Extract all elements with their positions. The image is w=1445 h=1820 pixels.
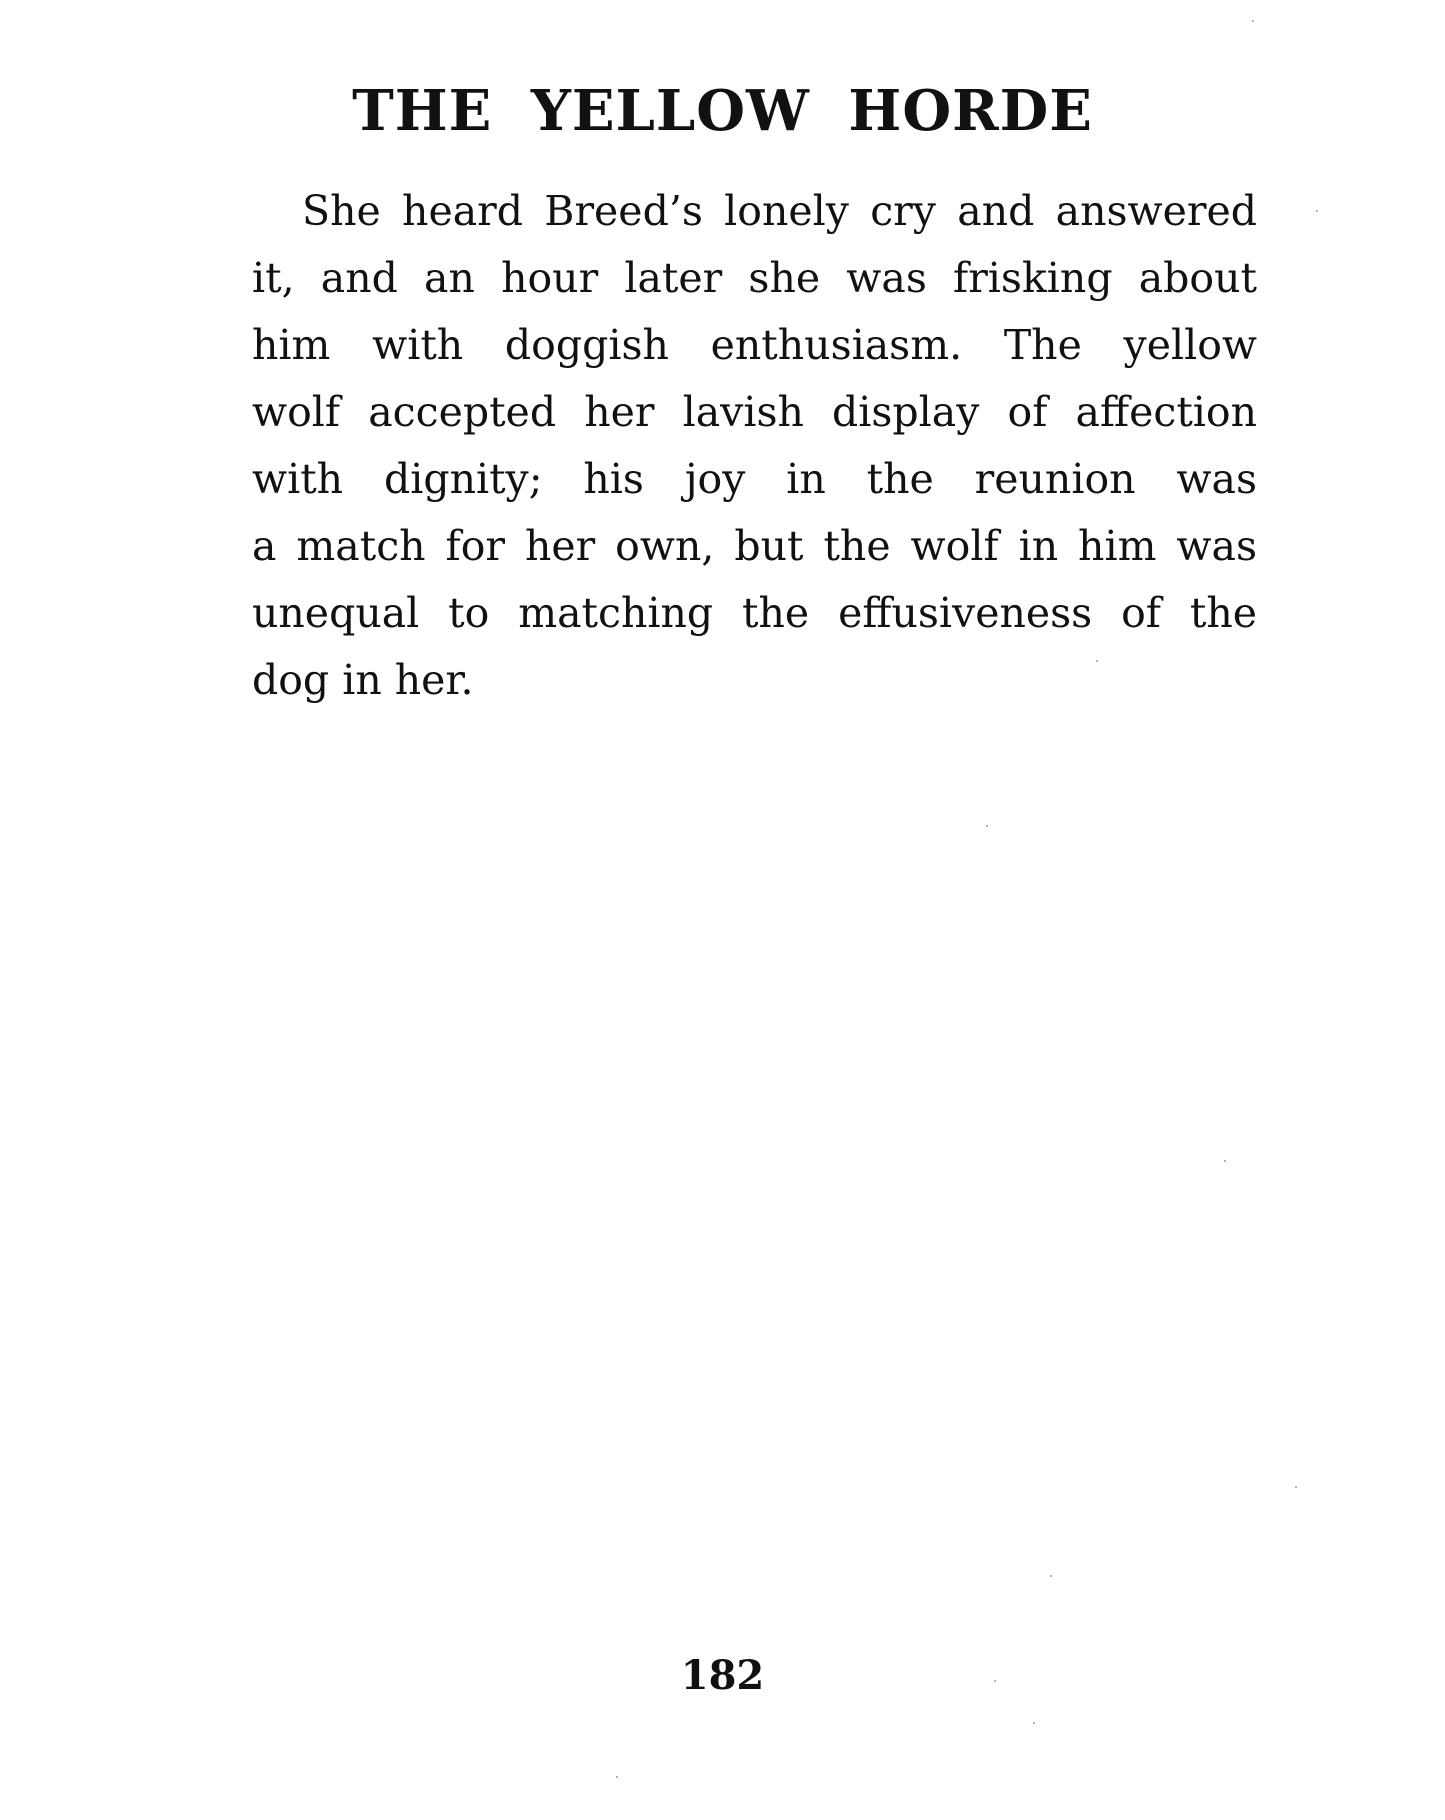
scan-speck [1033, 1722, 1035, 1724]
paragraph-line: dog in her. [252, 656, 474, 704]
paragraph-line: a match for her own, but the wolf in him was [252, 522, 1257, 570]
paragraph-line: him with doggish enthusiasm. The yellow [252, 321, 1257, 369]
paragraph-line: it, and an hour later she was frisking about [252, 254, 1257, 302]
running-head: THE YELLOW HORDE [352, 78, 1093, 144]
scan-speck [1050, 1575, 1052, 1577]
paragraph [252, 178, 1257, 714]
scan-speck [1295, 1486, 1297, 1488]
scan-speck [1224, 1160, 1226, 1162]
page-number: 182 [680, 1652, 765, 1699]
paragraph-line: unequal to matching the effusiveness of the [252, 589, 1257, 637]
scan-speck [1096, 660, 1098, 662]
scan-speck [994, 1680, 996, 1682]
scan-speck [616, 1776, 618, 1778]
paragraph-line: with dignity; his joy in the reunion was [252, 455, 1257, 503]
scan-speck [1316, 210, 1318, 212]
scan-speck [1252, 20, 1254, 22]
scan-speck [986, 825, 988, 827]
paragraph-line: wolf accepted her lavish display of affection [252, 388, 1257, 436]
paragraph-line: She heard Breed’s lonely cry and answered [302, 187, 1257, 235]
